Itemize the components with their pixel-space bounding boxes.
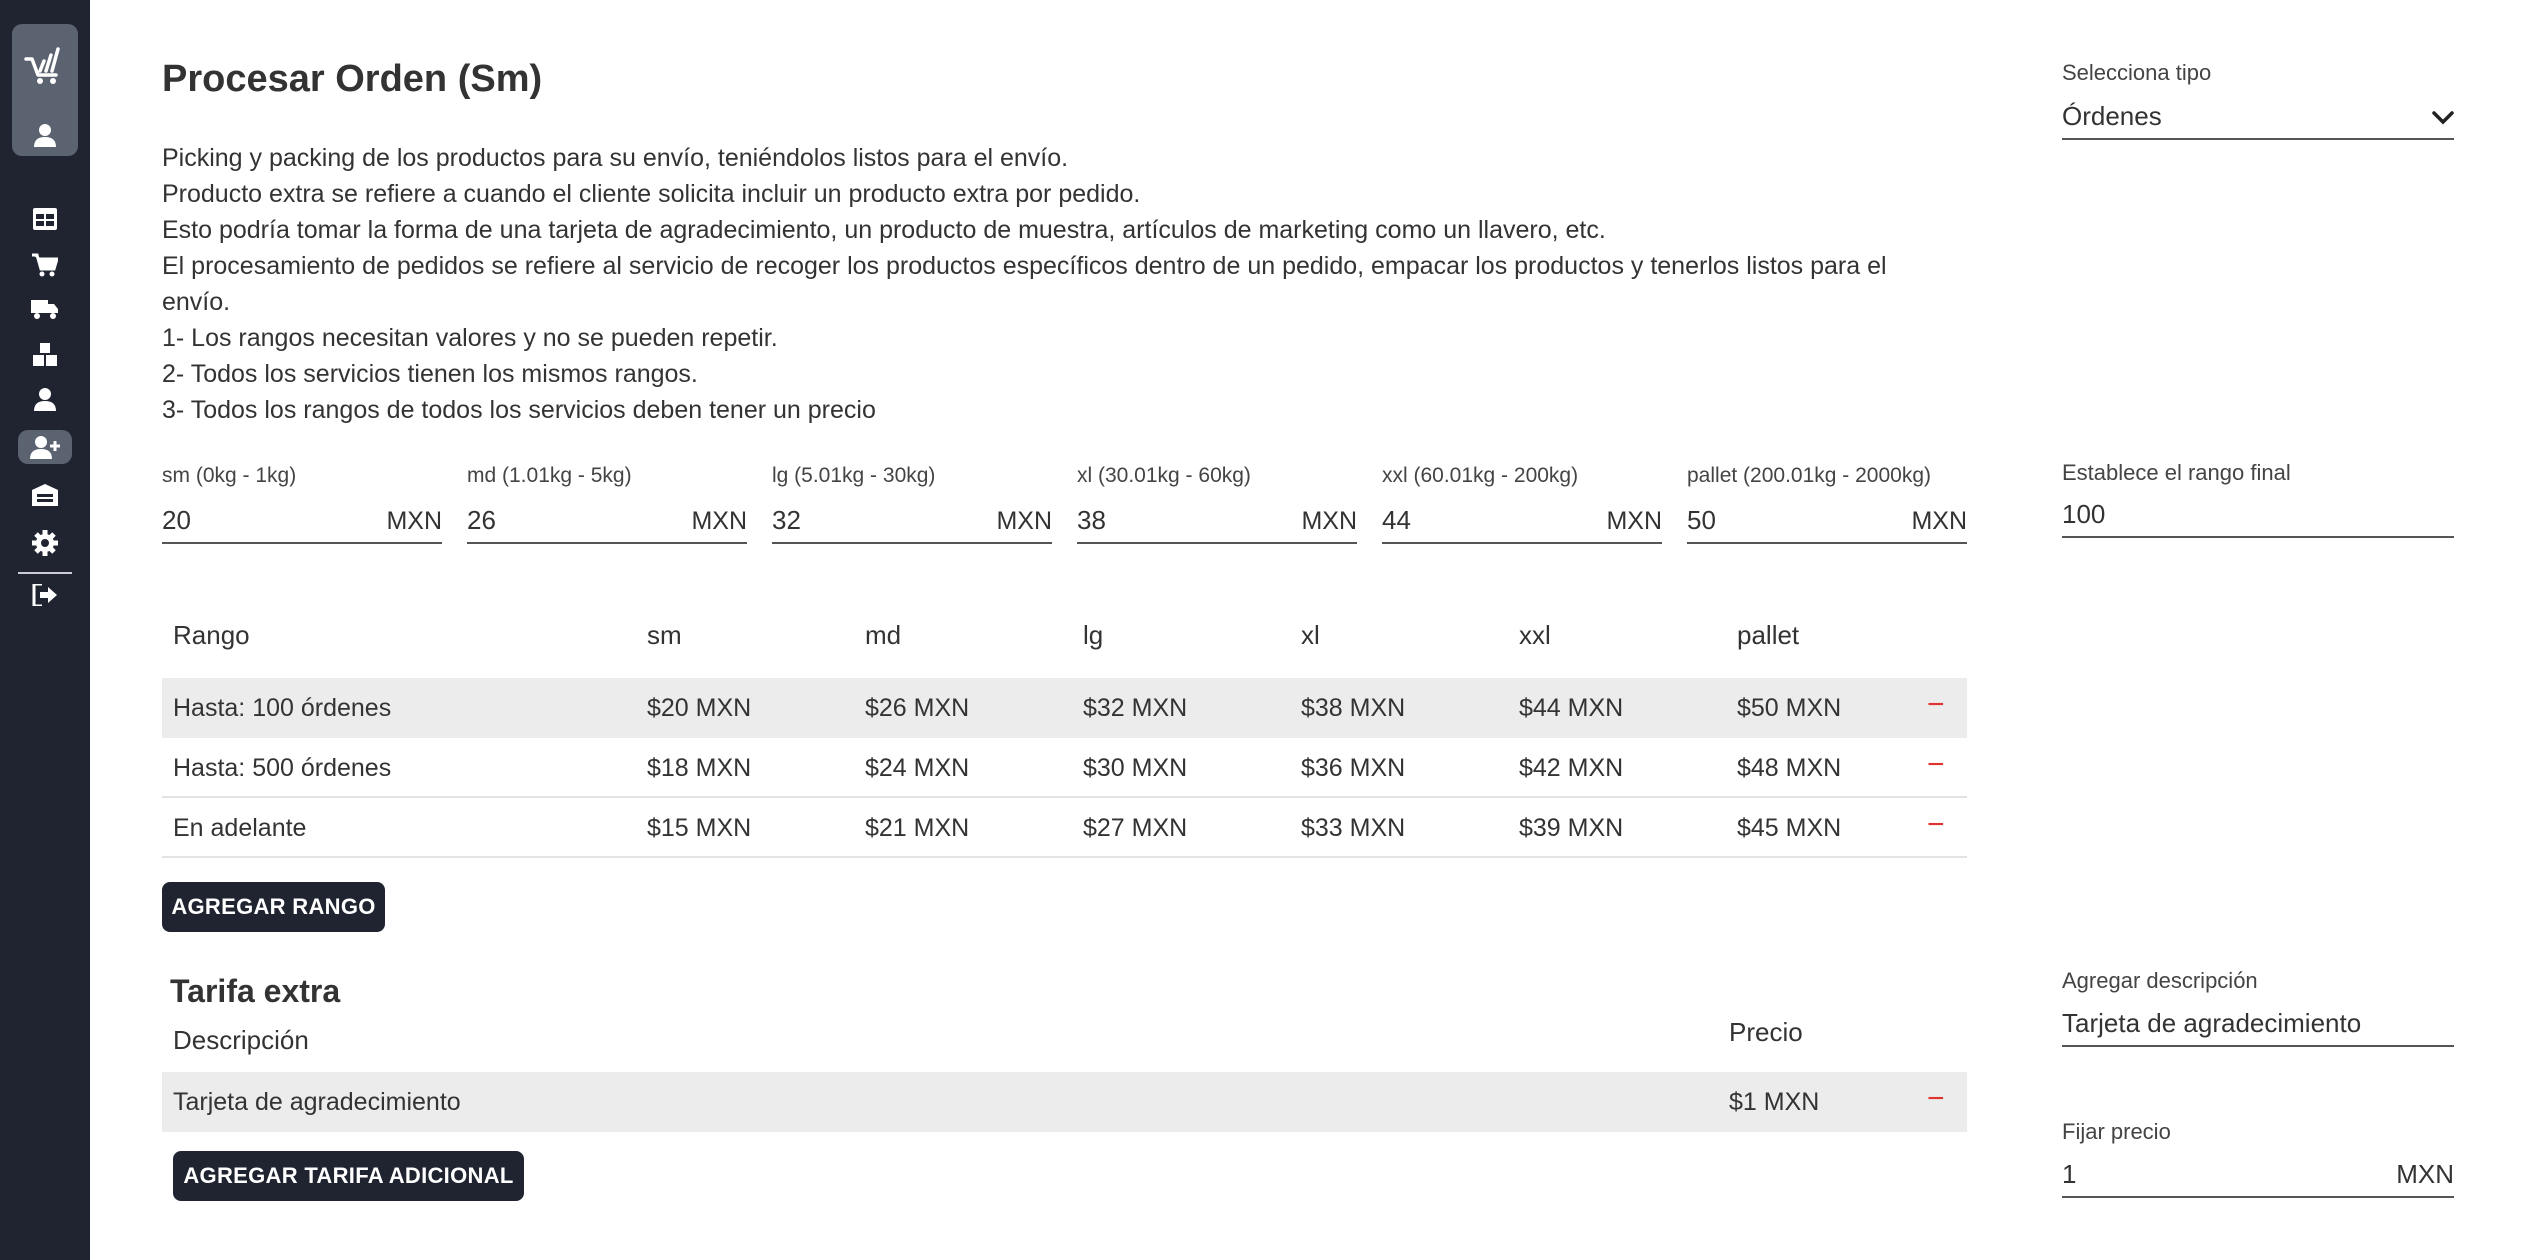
cell-xxl: $39 MXN xyxy=(1519,814,1624,842)
add-user-icon[interactable] xyxy=(0,430,90,464)
cell-md: $26 MXN xyxy=(865,694,970,722)
warehouse-icon[interactable] xyxy=(0,478,90,512)
cell-xxl: $44 MXN xyxy=(1519,694,1624,722)
add-description-input[interactable] xyxy=(2062,1003,2454,1047)
col-header-lg: lg xyxy=(1083,620,1104,650)
add-range-button[interactable]: AGREGAR RANGO xyxy=(162,882,385,932)
currency-unit: MXN xyxy=(2396,1159,2454,1189)
sidebar xyxy=(0,0,90,1260)
size-value: 32 xyxy=(772,505,801,535)
cell-xxl: $42 MXN xyxy=(1519,754,1624,782)
size-value: 50 xyxy=(1687,505,1716,535)
size-input-xl[interactable] xyxy=(1077,500,1357,544)
boxes-icon[interactable] xyxy=(0,338,90,372)
add-description-label: Agregar descripción xyxy=(2062,968,2258,993)
cell-range: Hasta: 100 órdenes xyxy=(173,694,392,722)
cell-md: $21 MXN xyxy=(865,814,970,842)
add-description-value: Tarjeta de agradecimiento xyxy=(2062,1008,2362,1038)
size-value: 44 xyxy=(1382,505,1411,535)
final-range-label: Establece el rango final xyxy=(2062,460,2291,485)
description-line: Producto extra se refiere a cuando el cliente solicita incluir un producto extra por pedido. xyxy=(162,180,1141,208)
remove-row-button[interactable]: − xyxy=(1927,808,1945,841)
size-value: 20 xyxy=(162,505,191,535)
cell-xl: $33 MXN xyxy=(1301,814,1406,842)
size-input-xxl[interactable] xyxy=(1382,500,1662,544)
description-line: 3- Todos los rangos de todos los servicios deben tener un precio xyxy=(162,396,876,424)
col-header-pallet: pallet xyxy=(1737,620,1800,650)
size-label-lg: lg (5.01kg - 30kg) xyxy=(772,464,936,487)
description-line: 2- Todos los servicios tienen los mismos rangos. xyxy=(162,360,698,388)
col-header-range: Rango xyxy=(173,620,250,650)
size-value: 26 xyxy=(467,505,496,535)
size-input-pallet[interactable] xyxy=(1687,500,1967,544)
cell-xl: $38 MXN xyxy=(1301,694,1406,722)
size-label-xl: xl (30.01kg - 60kg) xyxy=(1077,464,1251,487)
logo-cart-icon[interactable] xyxy=(12,44,78,88)
extra-fee-row xyxy=(162,1072,1967,1132)
cell-range: Hasta: 500 órdenes xyxy=(173,754,392,782)
currency-unit: MXN xyxy=(1606,507,1662,535)
currency-unit: MXN xyxy=(996,507,1052,535)
col-header-sm: sm xyxy=(647,620,682,650)
cell-lg: $30 MXN xyxy=(1083,754,1188,782)
size-value: 38 xyxy=(1077,505,1106,535)
cell-range: En adelante xyxy=(173,814,307,842)
size-label-xxl: xxl (60.01kg - 200kg) xyxy=(1382,464,1579,487)
set-price-input[interactable] xyxy=(2062,1154,2454,1198)
type-select-label: Selecciona tipo xyxy=(2062,60,2212,85)
col-header-md: md xyxy=(865,620,902,650)
extra-col-price: Precio xyxy=(1729,1017,1803,1047)
type-select-value: Órdenes xyxy=(2062,101,2162,131)
cell-xl: $36 MXN xyxy=(1301,754,1406,782)
cell-sm: $18 MXN xyxy=(647,754,752,782)
col-header-xl: xl xyxy=(1301,620,1320,650)
remove-fee-button[interactable]: − xyxy=(1927,1082,1945,1115)
size-label-md: md (1.01kg - 5kg) xyxy=(467,464,632,487)
chevron-down-icon xyxy=(2432,101,2454,132)
cell-md: $24 MXN xyxy=(865,754,970,782)
set-price-label: Fijar precio xyxy=(2062,1119,2171,1144)
table-row xyxy=(162,798,1967,858)
extra-fee-price: $1 MXN xyxy=(1729,1088,1820,1116)
size-input-sm[interactable] xyxy=(162,500,442,544)
cell-lg: $27 MXN xyxy=(1083,814,1188,842)
gear-icon[interactable] xyxy=(0,526,90,560)
user-icon[interactable] xyxy=(12,120,78,150)
description-line: El procesamiento de pedidos se refiere al servicio de recoger los productos específicos dentro de un pedido, empacar los productos y tenerlos listos para el envío. xyxy=(162,252,1887,316)
cart-icon[interactable] xyxy=(0,248,90,282)
sidebar-top-panel xyxy=(12,24,78,156)
final-range-input[interactable] xyxy=(2062,494,2454,538)
range-table-header xyxy=(162,620,1967,660)
final-range-value: 100 xyxy=(2062,499,2106,529)
logout-icon[interactable] xyxy=(0,578,90,612)
size-label-pallet: pallet (200.01kg - 2000kg) xyxy=(1687,464,1931,487)
extra-col-description: Descripción xyxy=(173,1025,309,1055)
cell-sm: $15 MXN xyxy=(647,814,752,842)
remove-row-button[interactable]: − xyxy=(1927,748,1945,781)
cell-pallet: $48 MXN xyxy=(1737,754,1842,782)
currency-unit: MXN xyxy=(1911,507,1967,535)
truck-icon[interactable] xyxy=(0,292,90,326)
extra-fee-title: Tarifa extra xyxy=(170,973,341,1009)
table-row xyxy=(162,738,1967,798)
cell-pallet: $45 MXN xyxy=(1737,814,1842,842)
user-icon[interactable] xyxy=(0,382,90,416)
extra-fee-description: Tarjeta de agradecimiento xyxy=(173,1088,461,1116)
sidebar-divider xyxy=(18,572,72,574)
cell-sm: $20 MXN xyxy=(647,694,752,722)
table-row xyxy=(162,678,1967,738)
add-extra-fee-button[interactable]: AGREGAR TARIFA ADICIONAL xyxy=(173,1151,524,1201)
description-line: 1- Los rangos necesitan valores y no se pueden repetir. xyxy=(162,324,778,352)
page-description xyxy=(162,140,1962,428)
dashboard-icon[interactable] xyxy=(0,202,90,236)
cell-pallet: $50 MXN xyxy=(1737,694,1842,722)
description-line: Esto podría tomar la forma de una tarjeta de agradecimiento, un producto de muestra, artículos de marketing como un llavero, etc. xyxy=(162,216,1606,244)
currency-unit: MXN xyxy=(386,507,442,535)
description-line: Picking y packing de los productos para su envío, teniéndolos listos para el envío. xyxy=(162,144,1069,172)
size-label-sm: sm (0kg - 1kg) xyxy=(162,464,297,487)
currency-unit: MXN xyxy=(691,507,747,535)
currency-unit: MXN xyxy=(1301,507,1357,535)
page-title: Procesar Orden (Sm) xyxy=(162,58,543,100)
type-select[interactable] xyxy=(2062,96,2454,140)
remove-row-button[interactable]: − xyxy=(1927,688,1945,721)
size-input-lg[interactable] xyxy=(772,500,1052,544)
cell-lg: $32 MXN xyxy=(1083,694,1188,722)
size-input-md[interactable] xyxy=(467,500,747,544)
set-price-value: 1 xyxy=(2062,1159,2077,1189)
col-header-xxl: xxl xyxy=(1519,620,1551,650)
